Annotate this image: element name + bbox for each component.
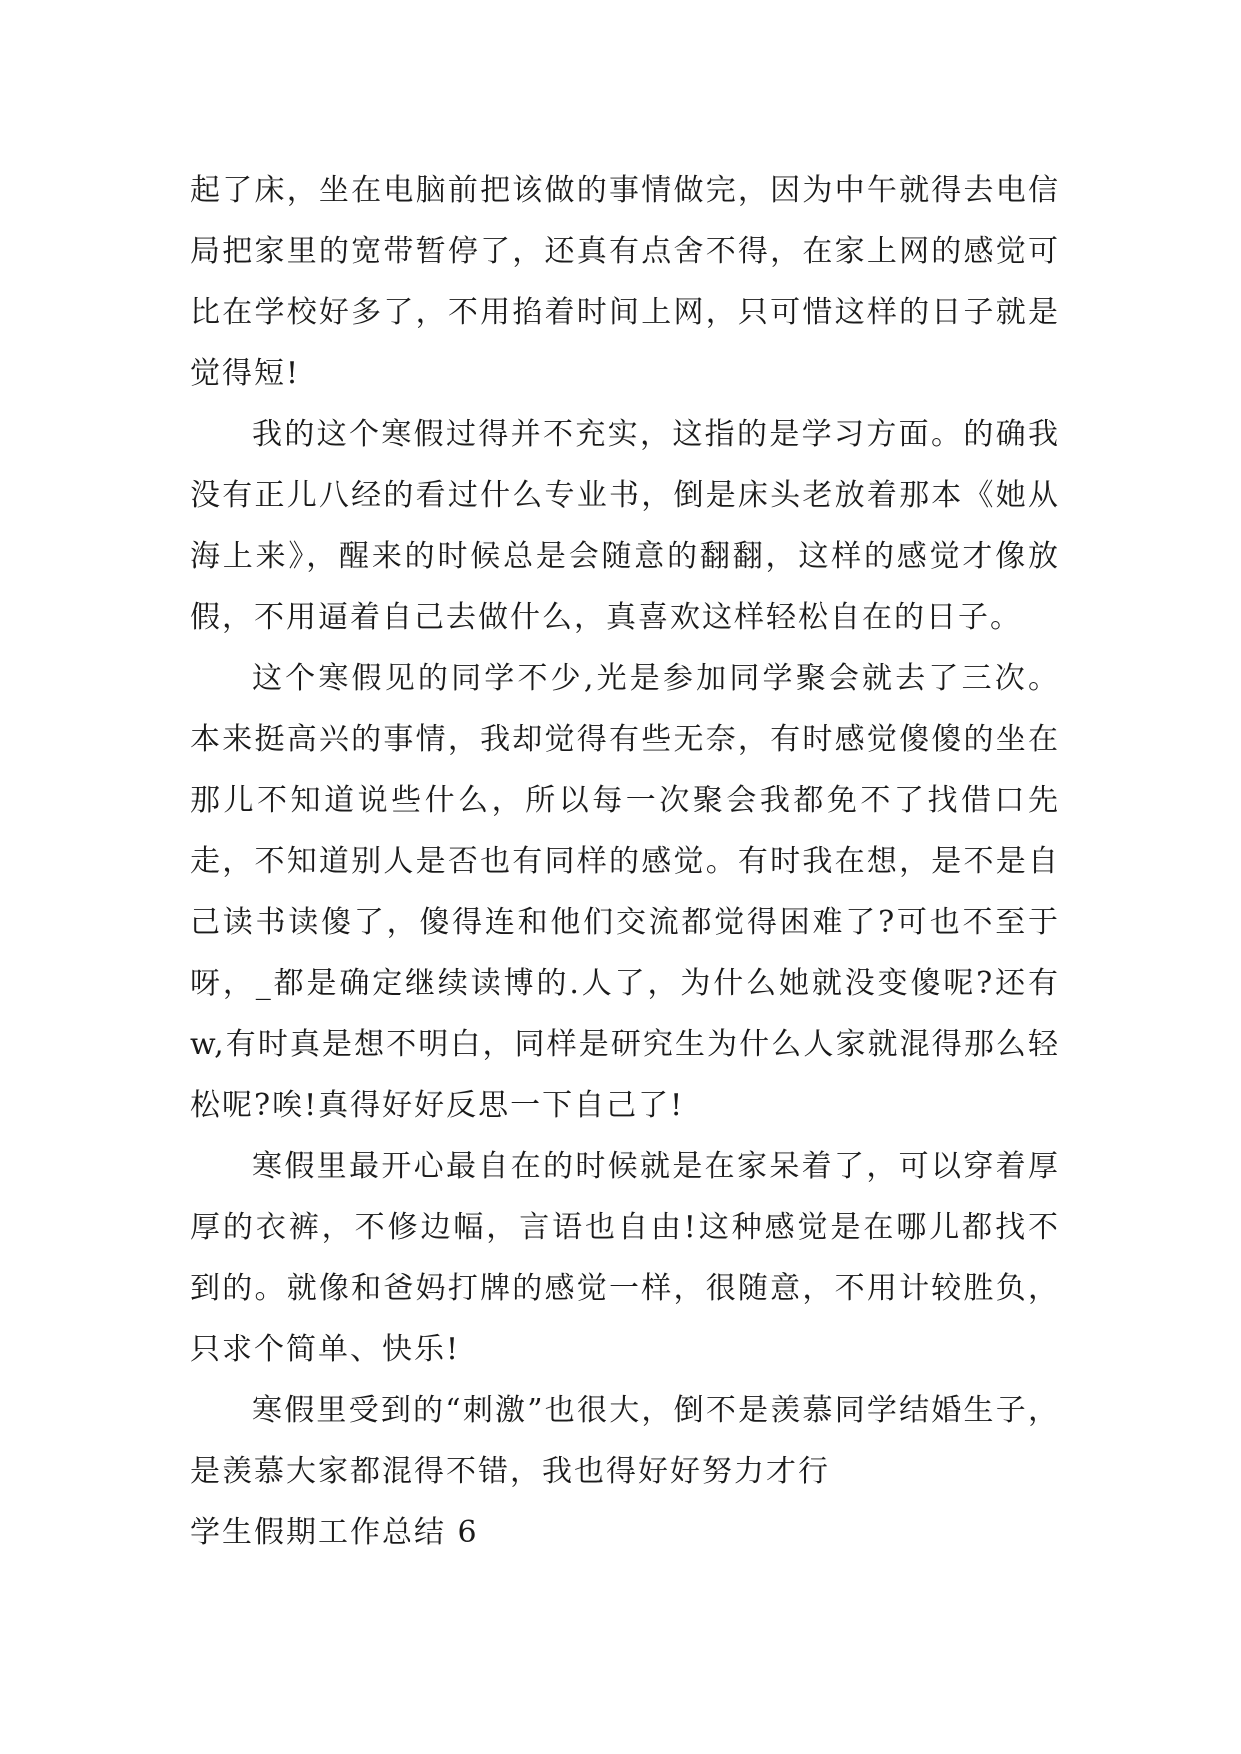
- paragraph-4: 寒假里最开心最自在的时候就是在家呆着了，可以穿着厚厚的衣裤，不修边幅，言语也自由!这种感觉是在哪儿都找不到的。就像和爸妈打牌的感觉一样，很随意，不用计较胜负，只求个简单、快乐!: [190, 1149, 1060, 1367]
- paragraph-2: 我的这个寒假过得并不充实，这指的是学习方面。的确我没有正儿八经的看过什么专业书，倒是床头老放着那本《她从海上来》，醒来的时候总是会随意的翻翻，这样的感觉才像放假，不用逼着自己去做什么，真喜欢这样轻松自在的日子。: [190, 417, 1060, 635]
- document-body: [190, 160, 1060, 1563]
- paragraph-5: 寒假里受到的“刺激”也很大，倒不是羡慕同学结婚生子，是羡慕大家都混得不错，我也得好好努力才行: [190, 1393, 1060, 1489]
- paragraph-1: 起了床，坐在电脑前把该做的事情做完，因为中午就得去电信局把家里的宽带暂停了，还真有点舍不得，在家上网的感觉可比在学校好多了，不用掐着时间上网，只可惜这样的日子就是觉得短!: [190, 173, 1060, 391]
- paragraph-3: 这个寒假见的同学不少,光是参加同学聚会就去了三次。本来挺高兴的事情，我却觉得有些无奈，有时感觉傻傻的坐在那儿不知道说些什么，所以每一次聚会我都免不了找借口先走，不知道别人是否也有同样的感觉。有时我在想，是不是自己读书读傻了，傻得连和他们交流都觉得困难了?可也不至于呀，_都是确定继续读博的.人了，为什么她就没变傻呢?还有w,有时真是想不明白，同样是研究生为什么人家就混得那么轻松呢?唉!真得好好反思一下自己了!: [190, 661, 1060, 1123]
- section-heading: 学生假期工作总结 6: [190, 1515, 479, 1550]
